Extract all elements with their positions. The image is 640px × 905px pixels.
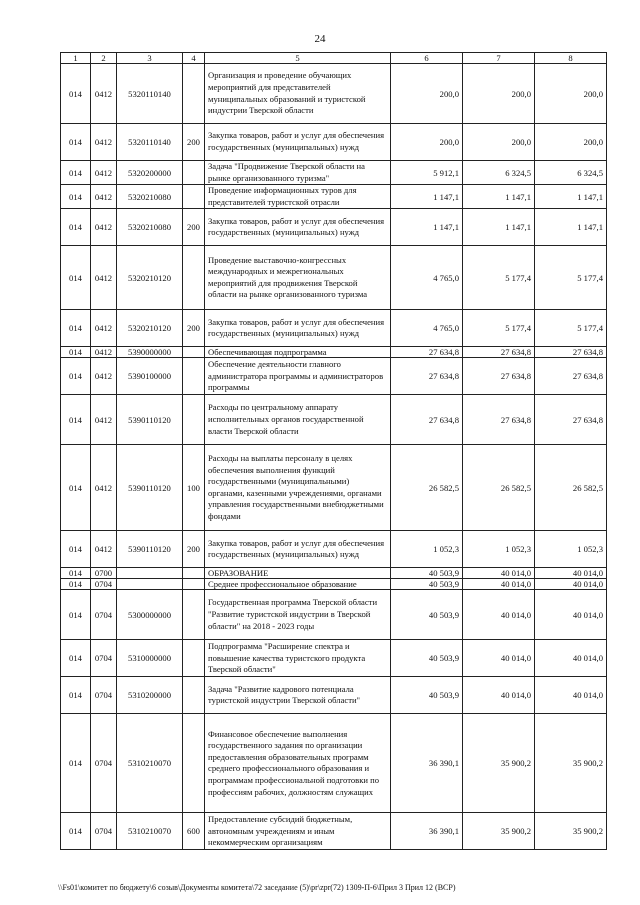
cell-c6: 26 582,5: [391, 445, 463, 531]
cell-c1: 014: [61, 714, 91, 813]
cell-c5: Закупка товаров, работ и услуг для обеспечения государственных (муниципальных) нужд: [205, 310, 391, 347]
cell-c5: Организация и проведение обучающих мероприятий для представителей муниципальных образований и туристской индустрии Тверской области: [205, 64, 391, 124]
cell-c3: 5390000000: [117, 347, 183, 358]
cell-c2: 0412: [91, 395, 117, 445]
cell-c8: 5 177,4: [535, 310, 607, 347]
cell-c1: 014: [61, 161, 91, 185]
cell-c4: [183, 714, 205, 813]
cell-c2: 0412: [91, 185, 117, 209]
cell-c7: 26 582,5: [463, 445, 535, 531]
cell-c2: 0412: [91, 246, 117, 310]
cell-c7: 27 634,8: [463, 358, 535, 395]
table-row: [61, 358, 607, 395]
cell-c8: 40 014,0: [535, 579, 607, 590]
cell-c6: 36 390,1: [391, 714, 463, 813]
cell-c7: 5 177,4: [463, 246, 535, 310]
cell-c1: 014: [61, 246, 91, 310]
cell-c5: ОБРАЗОВАНИЕ: [205, 568, 391, 579]
cell-c6: 40 503,9: [391, 590, 463, 640]
cell-c7: 40 014,0: [463, 579, 535, 590]
cell-c2: 0412: [91, 209, 117, 246]
cell-c6: 36 390,1: [391, 813, 463, 850]
cell-c8: 40 014,0: [535, 568, 607, 579]
cell-c7: 6 324,5: [463, 161, 535, 185]
table-row: [61, 590, 607, 640]
table-row: [61, 445, 607, 531]
table-row: [61, 579, 607, 590]
header-cell: 1: [61, 53, 91, 64]
cell-c5: Среднее профессиональное образование: [205, 579, 391, 590]
cell-c5: Расходы по центральному аппарату исполнительных органов государственной власти Тверской области: [205, 395, 391, 445]
cell-c8: 1 052,3: [535, 531, 607, 568]
cell-c4: [183, 64, 205, 124]
cell-c2: 0412: [91, 347, 117, 358]
cell-c7: 40 014,0: [463, 568, 535, 579]
cell-c6: 1 052,3: [391, 531, 463, 568]
cell-c6: 200,0: [391, 124, 463, 161]
cell-c3: 5320210120: [117, 310, 183, 347]
cell-c4: [183, 358, 205, 395]
cell-c3: 5390110120: [117, 395, 183, 445]
cell-c6: 40 503,9: [391, 677, 463, 714]
cell-c8: 35 900,2: [535, 714, 607, 813]
cell-c2: 0412: [91, 358, 117, 395]
table-row: [61, 568, 607, 579]
cell-c5: Задача "Развитие кадрового потенциала туристской индустрии Тверской области": [205, 677, 391, 714]
table-row: [61, 531, 607, 568]
cell-c7: 40 014,0: [463, 590, 535, 640]
cell-c6: 200,0: [391, 64, 463, 124]
table-row: [61, 64, 607, 124]
cell-c3: 5310000000: [117, 640, 183, 677]
cell-c4: [183, 246, 205, 310]
cell-c2: 0412: [91, 445, 117, 531]
cell-c2: 0704: [91, 677, 117, 714]
cell-c7: 1 147,1: [463, 209, 535, 246]
table-row: [61, 347, 607, 358]
cell-c5: Проведение информационных туров для представителей туристской отрасли: [205, 185, 391, 209]
cell-c3: 5310210070: [117, 714, 183, 813]
cell-c1: 014: [61, 124, 91, 161]
cell-c2: 0412: [91, 531, 117, 568]
header-cell: 2: [91, 53, 117, 64]
cell-c4: 200: [183, 209, 205, 246]
table-row: [61, 246, 607, 310]
cell-c8: 27 634,8: [535, 395, 607, 445]
page-number: 24: [314, 33, 326, 45]
cell-c6: 27 634,8: [391, 358, 463, 395]
cell-c5: Закупка товаров, работ и услуг для обеспечения государственных (муниципальных) нужд: [205, 209, 391, 246]
cell-c4: [183, 185, 205, 209]
cell-c6: 1 147,1: [391, 185, 463, 209]
cell-c3: 5390110120: [117, 531, 183, 568]
cell-c4: [183, 579, 205, 590]
cell-c4: 200: [183, 124, 205, 161]
cell-c2: 0412: [91, 64, 117, 124]
cell-c1: 014: [61, 579, 91, 590]
table-row: [61, 209, 607, 246]
header-cell: 6: [391, 53, 463, 64]
cell-c7: 27 634,8: [463, 395, 535, 445]
header-row: [61, 53, 607, 64]
cell-c1: 014: [61, 640, 91, 677]
cell-c5: Предоставление субсидий бюджетным, автономным учреждениям и иным некоммерческим организациям: [205, 813, 391, 850]
cell-c5: Задача "Продвижение Тверской области на рынке организованного туризма": [205, 161, 391, 185]
file-path-footer: \\Fs01\комитет по бюджету\6 созыв\Документы комитета\72 заседание (5)\pr\zpr(72) 1309-П-6\Прил 3 Прил 12 (ВСР): [58, 883, 456, 892]
cell-c3: 5320210080: [117, 209, 183, 246]
cell-c4: [183, 677, 205, 714]
cell-c8: 40 014,0: [535, 640, 607, 677]
cell-c1: 014: [61, 395, 91, 445]
cell-c1: 014: [61, 677, 91, 714]
table-row: [61, 813, 607, 850]
table-row: [61, 124, 607, 161]
cell-c3: [117, 568, 183, 579]
cell-c8: 6 324,5: [535, 161, 607, 185]
cell-c1: 014: [61, 531, 91, 568]
cell-c3: 5310210070: [117, 813, 183, 850]
cell-c2: 0412: [91, 310, 117, 347]
cell-c4: [183, 161, 205, 185]
cell-c5: Обеспечивающая подпрограмма: [205, 347, 391, 358]
cell-c6: 4 765,0: [391, 310, 463, 347]
cell-c4: [183, 395, 205, 445]
cell-c7: 40 014,0: [463, 640, 535, 677]
header-cell: 4: [183, 53, 205, 64]
cell-c4: 200: [183, 531, 205, 568]
cell-c3: 5300000000: [117, 590, 183, 640]
cell-c3: 5390100000: [117, 358, 183, 395]
cell-c5: Закупка товаров, работ и услуг для обеспечения государственных (муниципальных) нужд: [205, 531, 391, 568]
cell-c4: [183, 590, 205, 640]
cell-c2: 0704: [91, 590, 117, 640]
cell-c8: 200,0: [535, 124, 607, 161]
cell-c6: 27 634,8: [391, 395, 463, 445]
cell-c7: 35 900,2: [463, 714, 535, 813]
cell-c6: 40 503,9: [391, 568, 463, 579]
cell-c1: 014: [61, 568, 91, 579]
cell-c6: 40 503,9: [391, 579, 463, 590]
cell-c2: 0704: [91, 579, 117, 590]
cell-c4: 200: [183, 310, 205, 347]
cell-c8: 5 177,4: [535, 246, 607, 310]
cell-c7: 200,0: [463, 124, 535, 161]
table-row: [61, 677, 607, 714]
cell-c8: 1 147,1: [535, 209, 607, 246]
cell-c1: 014: [61, 445, 91, 531]
table-row: [61, 161, 607, 185]
cell-c5: Обеспечение деятельности главного администратора программы и администраторов программы: [205, 358, 391, 395]
cell-c3: 5390110120: [117, 445, 183, 531]
cell-c3: 5320210120: [117, 246, 183, 310]
header-cell: 7: [463, 53, 535, 64]
cell-c2: 0700: [91, 568, 117, 579]
cell-c3: 5320110140: [117, 64, 183, 124]
cell-c7: 1 147,1: [463, 185, 535, 209]
cell-c3: [117, 579, 183, 590]
cell-c1: 014: [61, 347, 91, 358]
table-row: [61, 640, 607, 677]
cell-c1: 014: [61, 185, 91, 209]
cell-c3: 5320200000: [117, 161, 183, 185]
cell-c6: 5 912,1: [391, 161, 463, 185]
cell-c5: Закупка товаров, работ и услуг для обеспечения государственных (муниципальных) нужд: [205, 124, 391, 161]
cell-c3: 5310200000: [117, 677, 183, 714]
cell-c1: 014: [61, 64, 91, 124]
cell-c5: Проведение выставочно-конгрессных международных и межрегиональных мероприятий для продвижения Тверской области на рынке организованного туризма: [205, 246, 391, 310]
cell-c1: 014: [61, 590, 91, 640]
cell-c3: 5320110140: [117, 124, 183, 161]
cell-c2: 0704: [91, 640, 117, 677]
cell-c7: 27 634,8: [463, 347, 535, 358]
cell-c6: 27 634,8: [391, 347, 463, 358]
cell-c2: 0704: [91, 714, 117, 813]
cell-c7: 1 052,3: [463, 531, 535, 568]
cell-c1: 014: [61, 358, 91, 395]
cell-c2: 0412: [91, 161, 117, 185]
table-row: [61, 310, 607, 347]
table-row: [61, 185, 607, 209]
cell-c5: Государственная программа Тверской области "Развитие туристской индустрии в Тверской области" на 2018 - 2023 годы: [205, 590, 391, 640]
cell-c8: 1 147,1: [535, 185, 607, 209]
cell-c6: 4 765,0: [391, 246, 463, 310]
cell-c7: 200,0: [463, 64, 535, 124]
cell-c6: 1 147,1: [391, 209, 463, 246]
cell-c7: 35 900,2: [463, 813, 535, 850]
cell-c4: [183, 640, 205, 677]
cell-c7: 40 014,0: [463, 677, 535, 714]
cell-c8: 26 582,5: [535, 445, 607, 531]
cell-c6: 40 503,9: [391, 640, 463, 677]
cell-c8: 27 634,8: [535, 358, 607, 395]
cell-c5: Подпрограмма "Расширение спектра и повышение качества туристского продукта Тверской области": [205, 640, 391, 677]
table-row: [61, 395, 607, 445]
cell-c1: 014: [61, 310, 91, 347]
cell-c4: 600: [183, 813, 205, 850]
cell-c3: 5320210080: [117, 185, 183, 209]
cell-c8: 27 634,8: [535, 347, 607, 358]
cell-c5: Финансовое обеспечение выполнения государственного задания по организации предоставления образовательных программ среднего профессионального образования и программам профессиональной подготовки по профессиям рабочих, должностям служащих: [205, 714, 391, 813]
cell-c4: [183, 568, 205, 579]
cell-c7: 5 177,4: [463, 310, 535, 347]
cell-c4: 100: [183, 445, 205, 531]
cell-c4: [183, 347, 205, 358]
cell-c8: 40 014,0: [535, 677, 607, 714]
cell-c8: 200,0: [535, 64, 607, 124]
budget-table: [60, 52, 607, 850]
header-cell: 5: [205, 53, 391, 64]
cell-c5: Расходы на выплаты персоналу в целях обеспечения выполнения функций государственными (муниципальными) органами, казенными учреждениями, органами управления государственными внебюджетными фондами: [205, 445, 391, 531]
header-cell: 8: [535, 53, 607, 64]
cell-c2: 0412: [91, 124, 117, 161]
header-cell: 3: [117, 53, 183, 64]
cell-c8: 35 900,2: [535, 813, 607, 850]
cell-c8: 40 014,0: [535, 590, 607, 640]
cell-c1: 014: [61, 209, 91, 246]
cell-c2: 0704: [91, 813, 117, 850]
table-row: [61, 714, 607, 813]
cell-c1: 014: [61, 813, 91, 850]
